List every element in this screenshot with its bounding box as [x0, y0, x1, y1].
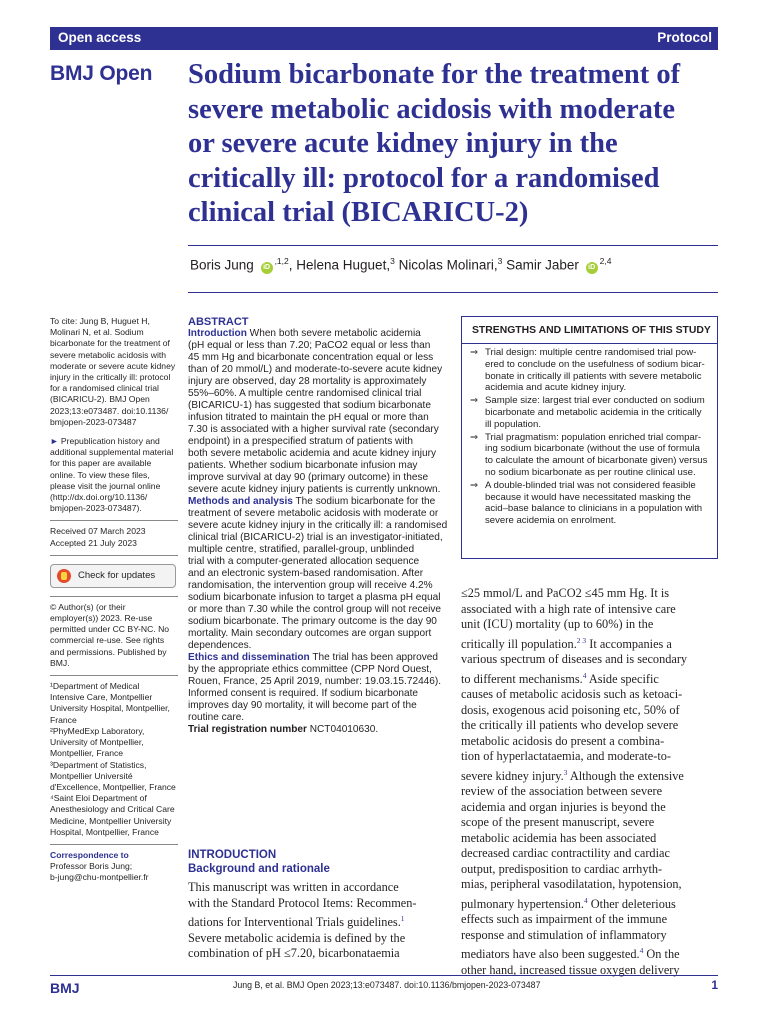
abstract-line: and an electronic system-based randomisation. After	[188, 568, 424, 579]
body-right-column	[461, 586, 718, 978]
reference-link[interactable]: 4	[639, 946, 644, 956]
box-item-line: A double-blinded trial was not considered feasible	[485, 479, 696, 491]
citation-line: moderate or severe acute kidney	[50, 360, 176, 371]
affiliation-line: Anesthesiology and Critical Care	[50, 804, 175, 815]
license-line: © Author(s) (or their	[50, 601, 126, 612]
title-line: clinical trial (BICARICU-2)	[188, 197, 529, 228]
abstract	[188, 316, 450, 736]
affiliation-line: Montpellier, France	[50, 748, 124, 759]
abstract-line: When both severe metabolic acidemia	[246, 328, 421, 339]
abstract-line: Informed consent is required. If sodium bicarbonate	[188, 688, 419, 699]
abstract-line: multiple centre, stratified, parallel-group, unblinded	[188, 544, 415, 555]
body-line: It accompanies a	[586, 636, 672, 651]
body-line: This manuscript was written in accordance	[188, 880, 399, 894]
correspondence-heading: Correspondence to	[50, 849, 129, 860]
ethics-label: Ethics and dissemination	[188, 652, 310, 663]
box-divider	[462, 343, 717, 344]
author-affil: ,1,2	[274, 256, 289, 266]
citation-line: bicarbonate for the treatment of	[50, 338, 170, 349]
body-line: Although the extensive	[567, 768, 684, 783]
body-line: unit (ICU) mortality (up to 60%) in the	[461, 617, 654, 631]
abstract-line: patients. Whether sodium bicarbonate infusion may	[188, 460, 418, 471]
abstract-line: The sodium bicarbonate for the	[292, 496, 436, 507]
body-line: with the Standard Protocol Items: Recommen-	[188, 895, 417, 910]
received-date: Received 07 March 2023	[50, 526, 146, 537]
box-item-line: acid–base balance to clinicians in a population with	[485, 503, 703, 515]
correspondence-email[interactable]: b-jung@chu-montpellier.fr	[50, 872, 149, 883]
check-for-updates-label: Check for updates	[78, 570, 156, 582]
citation-line: injury in the critically ill: protocol	[50, 372, 171, 383]
divider	[50, 596, 178, 597]
license-line: BMJ.	[50, 657, 70, 668]
license-line: commercial re-use. See rights	[50, 635, 165, 646]
affiliation-line: d'Excellence, Montpellier, France	[50, 781, 176, 792]
strengths-limitations-box	[461, 316, 718, 559]
license-line: permitted under CC BY-NC. No	[50, 624, 170, 635]
body-line: output, predisposition to cardiac arrhyth-	[461, 861, 663, 876]
affiliations	[50, 681, 178, 838]
citation-line: severe metabolic acidosis with	[50, 349, 167, 360]
body-line: decreased cardiac contractility and cardiac	[461, 846, 670, 861]
abstract-line: by the appropriate ethics committee (CPP Nord Ouest,	[188, 664, 432, 675]
body-line: Severe metabolic acidemia is defined by the	[188, 930, 406, 945]
affiliation-line: Medicine, Montpellier University	[50, 815, 172, 826]
author-list	[190, 256, 611, 274]
title-line: severe metabolic acidosis with moderate	[188, 93, 676, 125]
introduction	[188, 848, 450, 962]
correspondence-name: Professor Boris Jung;	[50, 861, 133, 872]
prepub-line: additional supplemental material	[50, 447, 174, 458]
body-line: associated with a high rate of intensive care	[461, 601, 676, 616]
body-line: response and stimulation of inflammatory	[461, 927, 667, 942]
abstract-line: (pH equal or less than 7.20; PaCO2 equal or less than	[188, 340, 431, 351]
author-affil: 2,4	[599, 256, 612, 266]
box-item	[470, 480, 714, 527]
divider	[50, 520, 178, 521]
box-item-line: because it would have necessitated masking the	[485, 491, 691, 503]
abstract-line: mortality. Main secondary outcomes are organ support	[188, 628, 432, 639]
divider	[50, 844, 178, 845]
citation-line: for a randomised clinical trial	[50, 383, 159, 394]
header-bar	[50, 27, 718, 50]
bmj-logo: BMJ	[50, 980, 80, 996]
abstract-line: sodium bicarbonate infusion to target a plasma pH equal	[188, 592, 441, 603]
affiliation-line: University of Montpellier,	[50, 737, 144, 748]
box-item	[470, 432, 714, 479]
prepublication-note	[50, 436, 178, 514]
reference-link[interactable]: 1	[400, 914, 405, 923]
reference-link[interactable]: 2 3	[576, 635, 587, 645]
box-item-line: bonate in critically ill patients with severe metabolic	[485, 370, 702, 382]
body-line: critically ill population.	[461, 636, 577, 651]
abstract-line: both severe metabolic acidemia and acute kidney injury	[188, 448, 436, 459]
abstract-line: 55%–60%. A multiple centre randomised clinical trial	[188, 388, 422, 399]
author-name[interactable]: , Helena Huguet,	[288, 257, 391, 273]
body-line: various spectrum of diseases and is secondary	[461, 652, 688, 667]
prepub-line[interactable]: bmjopen-2023-073487).	[50, 503, 142, 514]
abstract-line: Rouen, France, 25 April 2019, number: 19.03.15.72446).	[188, 676, 442, 687]
body-line: review of the association between severe	[461, 784, 663, 799]
body-line: pulmonary hypertension.	[461, 896, 584, 911]
affiliation-line: Hospital, Montpellier, France	[50, 826, 159, 837]
box-item-line: Trial pragmatism: population enriched trial compar-	[485, 431, 702, 443]
affiliation-line: ²PhyMedExp Laboratory,	[50, 725, 145, 736]
sidebar	[50, 316, 178, 884]
body-line: other hand, increased tissue oxygen delivery	[461, 962, 680, 977]
body-line: tion of hyperlactataemia, and moderate-to-	[461, 749, 671, 764]
crossmark-icon	[57, 569, 71, 583]
citation-line: 2023;13:e073487. doi:10.1136/	[50, 405, 169, 416]
affiliation-line: ⁴Saint Eloi Department of	[50, 793, 147, 804]
abstract-line: improve survival at day 90 (primary outcome) in these	[188, 472, 429, 483]
abstract-line: improves day 90 mortality, it will become part of the	[188, 700, 417, 711]
body-line: mediators have also been suggested.	[461, 947, 640, 962]
orcid-icon[interactable]: iD	[261, 262, 273, 274]
box-item-line: Trial design: multiple centre randomised trial pow-	[485, 347, 697, 358]
author-rule	[188, 292, 718, 293]
check-for-updates-button[interactable]	[50, 564, 176, 588]
reference-link[interactable]: 3	[563, 767, 568, 777]
affiliation-line: France	[50, 714, 77, 725]
implies-arrow-icon: ⇒	[470, 395, 479, 407]
body-line: Other deleterious	[587, 896, 676, 911]
body-line: mias, peripheral vasodilatation, hypotension,	[461, 877, 682, 892]
journal-logo: BMJ Open	[50, 62, 153, 85]
body-line: Aside specific	[586, 671, 659, 686]
box-item	[470, 347, 714, 394]
author-affil: 3	[390, 256, 395, 266]
body-line: to different mechanisms.	[461, 671, 583, 686]
abstract-line: sodium bicarbonate. The primary outcome is the day 90	[188, 616, 437, 627]
prepub-line: for this paper are available	[50, 458, 152, 469]
abstract-line: or more than 7.30 while the control group will not receive	[188, 604, 442, 615]
trial-registration-number: NCT04010630.	[306, 724, 379, 735]
body-line: dations for Interventional Trials guidelines.	[188, 915, 401, 930]
prepub-line[interactable]: (http://dx.doi.org/10.1136/	[50, 492, 148, 503]
affiliation-line: Montpellier Université	[50, 770, 133, 781]
body-line: effects such as impairment of the immune	[461, 912, 668, 927]
license-line: employer(s)) 2023. Re-use	[50, 613, 153, 624]
citation-block	[50, 316, 178, 428]
author-name[interactable]: Boris Jung	[190, 257, 254, 273]
affiliation-line: University Hospital, Montpellier,	[50, 703, 170, 714]
box-item-line: acidemia and acute kidney injury.	[485, 382, 627, 394]
body-line: ≤25 mmol/L and PaCO2 ≤45 mm Hg. It is	[461, 586, 670, 600]
box-item-line: no sodium bicarbonate as per routine clinical use.	[485, 466, 696, 478]
bullet-arrow-icon: ►	[50, 436, 59, 447]
implies-arrow-icon: ⇒	[470, 479, 479, 491]
divider	[50, 555, 178, 556]
prepub-line: Prepublication history and	[60, 436, 160, 447]
body-line: dosis, exogenous acid poisoning etc, 50% of	[461, 702, 680, 717]
abstract-heading: ABSTRACT	[188, 316, 249, 328]
intro-label: Introduction	[188, 328, 247, 339]
body-line: metabolic acidemia has been associated	[461, 830, 657, 845]
article-type-label: Protocol	[657, 30, 712, 45]
introduction-heading: INTRODUCTION	[188, 849, 277, 861]
title-line: or severe acute kidney injury in the	[188, 128, 618, 159]
box-item-line: to calculate the amount of bicarbonate given) versus	[485, 455, 708, 467]
methods-label: Methods and analysis	[188, 496, 293, 507]
prepub-line[interactable]: please visit the journal online	[50, 480, 161, 491]
license-line: and permissions. Published by	[50, 646, 167, 657]
citation-line: bmjopen-2023-073487	[50, 416, 137, 427]
abstract-line: severe acute kidney injury in the critically ill: a randomised	[188, 520, 448, 531]
abstract-line: 45 mm Hg and bicarbonate concentration equal or less	[188, 352, 434, 363]
body-line: metabolic acidosis do present a combina-	[461, 733, 665, 748]
abstract-line: The trial has been approved	[309, 652, 439, 663]
abstract-line: dependences.	[188, 640, 252, 651]
divider	[50, 675, 178, 676]
abstract-line: endpoint) in a prespecified stratum of patients with	[188, 436, 413, 447]
box-item-line: ill population.	[485, 418, 542, 430]
abstract-line: than of 20 mmol/L) and moderate-to-severe acute kidney	[188, 364, 443, 375]
box-item-line: Sample size: largest trial ever conducted on sodium	[485, 395, 705, 407]
trial-registration-label: Trial registration number	[188, 724, 307, 735]
body-line: acidemia and organ injuries is beyond the	[461, 799, 666, 814]
reference-link[interactable]: 4	[583, 895, 588, 905]
abstract-line: clinical trial (BICARICU-2) trial is an investigator-initiated,	[188, 532, 443, 543]
body-line: combination of pH ≤7.20, bicarbonataemia	[188, 946, 400, 961]
footer-citation: Jung B, et al. BMJ Open 2023;13:e073487. doi:10.1136/bmjopen-2023-073487	[233, 980, 541, 990]
accepted-date: Accepted 21 July 2023	[50, 537, 137, 548]
box-item-line: ered to conclude on the usefulness of sodium bicar-	[485, 358, 705, 370]
box-title: STRENGTHS AND LIMITATIONS OF THIS STUDY	[472, 325, 711, 336]
abstract-line: treatment of severe metabolic acidosis with moderate or	[188, 508, 439, 519]
author-name[interactable]: Samir Jaber	[502, 257, 579, 273]
orcid-icon[interactable]: iD	[586, 262, 598, 274]
title-line: Sodium bicarbonate for the treatment of	[188, 59, 681, 90]
implies-arrow-icon: ⇒	[470, 347, 479, 358]
body-line: severe kidney injury.	[461, 768, 564, 783]
prepub-line: online. To view these files,	[50, 469, 150, 480]
body-line: On the	[643, 947, 680, 962]
abstract-line: routine care.	[188, 712, 245, 723]
body-line: causes of metabolic acidosis such as ketoaci-	[461, 687, 683, 702]
abstract-line: randomisation, the intervention group will receive 4.2%	[188, 580, 433, 591]
implies-arrow-icon: ⇒	[470, 431, 479, 443]
title-line: critically ill: protocol for a randomised	[188, 162, 660, 194]
abstract-line: (BICARICU-1) has suggested that sodium bicarbonate	[188, 400, 431, 411]
box-item-line: severe acidemia on enrolment.	[485, 515, 617, 527]
author-name[interactable]: Nicolas Molinari,	[394, 257, 498, 273]
affiliation-line: ¹Department of Medical	[50, 681, 140, 692]
open-access-label: Open access	[58, 30, 142, 45]
box-item-line: bicarbonate and metabolic acidemia in the critically	[485, 406, 702, 418]
box-item-line: ing sodium bicarbonate (without the use of formula	[485, 443, 700, 455]
background-subheading: Background and rationale	[188, 863, 330, 875]
citation-line: Molinari N, et al. Sodium	[50, 327, 144, 338]
page-number: 1	[711, 978, 718, 992]
body-line: scope of the present manuscript, severe	[461, 815, 655, 830]
citation-line: To cite: Jung B, Huguet H,	[50, 316, 150, 326]
body-line: the critically ill patients who develop severe	[461, 718, 679, 733]
abstract-line: infusion titrated to maintain the pH equal or more than	[188, 412, 429, 423]
affiliation-line: ³Department of Statistics,	[50, 759, 147, 770]
author-affil: 3	[497, 256, 503, 266]
abstract-line: trial with a computer-generated allocation sequence	[188, 556, 420, 567]
affiliation-line: Intensive Care, Montpellier	[50, 692, 153, 703]
abstract-line: severe acute kidney injury patients is currently unknown.	[188, 484, 441, 495]
reference-link[interactable]: 4	[582, 670, 587, 680]
abstract-line: injury are observed, day 28 mortality is approximately	[188, 376, 427, 387]
article-title	[188, 58, 723, 231]
citation-line: (BICARICU-2). BMJ Open	[50, 394, 150, 405]
box-item	[470, 395, 714, 430]
footer-rule	[50, 975, 718, 976]
title-rule	[188, 245, 718, 246]
abstract-line: 7.30 is associated with a higher survival rate (secondary	[188, 424, 439, 435]
license-block	[50, 602, 178, 669]
